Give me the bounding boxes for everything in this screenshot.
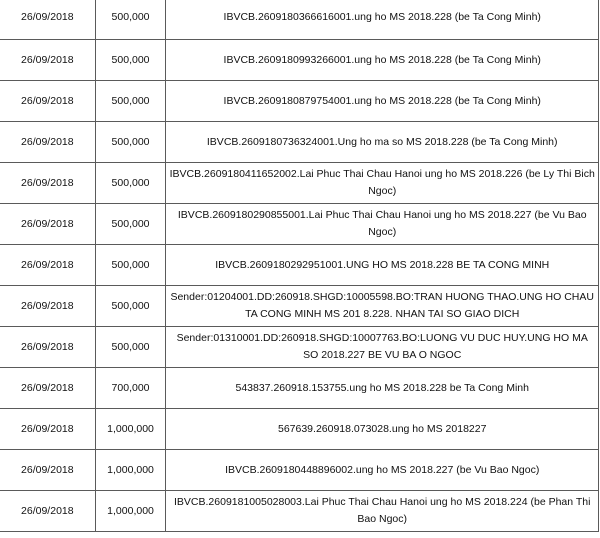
- date-cell: 26/09/2018: [0, 409, 95, 450]
- description-cell: IBVCB.2609180366616001.ung ho MS 2018.228 (be Ta Cong Minh): [166, 0, 599, 40]
- date-cell: 26/09/2018: [0, 163, 95, 204]
- description-cell: 567639.260918.073028.ung ho MS 2018227: [166, 409, 599, 450]
- amount-cell: 1,000,000: [95, 491, 166, 532]
- date-cell: 26/09/2018: [0, 245, 95, 286]
- table-row: [0, 163, 599, 204]
- date-cell: 26/09/2018: [0, 368, 95, 409]
- amount-cell: 500,000: [95, 122, 166, 163]
- description-cell: Sender:01310001.DD:260918.SHGD:10007763.BO:LUONG VU DUC HUY.UNG HO MA SO 2018.227 BE VU BA O NGOC: [166, 327, 599, 368]
- date-cell: 26/09/2018: [0, 327, 95, 368]
- description-cell: IBVCB.2609180736324001.Ung ho ma so MS 2018.228 (be Ta Cong Minh): [166, 122, 599, 163]
- amount-cell: 500,000: [95, 81, 166, 122]
- date-cell: 26/09/2018: [0, 81, 95, 122]
- table-row: [0, 245, 599, 286]
- table-row: [0, 491, 599, 532]
- amount-cell: 1,000,000: [95, 450, 166, 491]
- date-cell: 26/09/2018: [0, 122, 95, 163]
- description-cell: IBVCB.2609181005028003.Lai Phuc Thai Chau Hanoi ung ho MS 2018.224 (be Phan Thi Bao Ngoc): [166, 491, 599, 532]
- amount-cell: 500,000: [95, 40, 166, 81]
- date-cell: 26/09/2018: [0, 40, 95, 81]
- table-row: [0, 286, 599, 327]
- description-cell: IBVCB.2609180448896002.ung ho MS 2018.227 (be Vu Bao Ngoc): [166, 450, 599, 491]
- table-row: [0, 409, 599, 450]
- description-cell: IBVCB.2609180411652002.Lai Phuc Thai Chau Hanoi ung ho MS 2018.226 (be Ly Thi Bich Ngoc): [166, 163, 599, 204]
- table-row: [0, 368, 599, 409]
- description-cell: IBVCB.2609180993266001.ung ho MS 2018.228 (be Ta Cong Minh): [166, 40, 599, 81]
- amount-cell: 500,000: [95, 204, 166, 245]
- date-cell: 26/09/2018: [0, 204, 95, 245]
- amount-cell: 700,000: [95, 368, 166, 409]
- date-cell: 26/09/2018: [0, 450, 95, 491]
- table-row: [0, 40, 599, 81]
- date-cell: 26/09/2018: [0, 286, 95, 327]
- table-row: [0, 204, 599, 245]
- table-row: [0, 0, 599, 40]
- amount-cell: 500,000: [95, 286, 166, 327]
- table-row: [0, 327, 599, 368]
- amount-cell: 500,000: [95, 327, 166, 368]
- table-row: [0, 450, 599, 491]
- table-row: [0, 81, 599, 122]
- date-cell: 26/09/2018: [0, 0, 95, 40]
- description-cell: 543837.260918.153755.ung ho MS 2018.228 be Ta Cong Minh: [166, 368, 599, 409]
- description-cell: IBVCB.2609180879754001.ung ho MS 2018.228 (be Ta Cong Minh): [166, 81, 599, 122]
- amount-cell: 500,000: [95, 163, 166, 204]
- description-cell: Sender:01204001.DD:260918.SHGD:10005598.BO:TRAN HUONG THAO.UNG HO CHAU TA CONG MINH MS 201 8.228. NHAN TAI SO GIAO DICH: [166, 286, 599, 327]
- description-cell: IBVCB.2609180290855001.Lai Phuc Thai Chau Hanoi ung ho MS 2018.227 (be Vu Bao Ngoc): [166, 204, 599, 245]
- amount-cell: 1,000,000: [95, 409, 166, 450]
- amount-cell: 500,000: [95, 0, 166, 40]
- amount-cell: 500,000: [95, 245, 166, 286]
- table-row: [0, 122, 599, 163]
- date-cell: 26/09/2018: [0, 491, 95, 532]
- description-cell: IBVCB.2609180292951001.UNG HO MS 2018.228 BE TA CONG MINH: [166, 245, 599, 286]
